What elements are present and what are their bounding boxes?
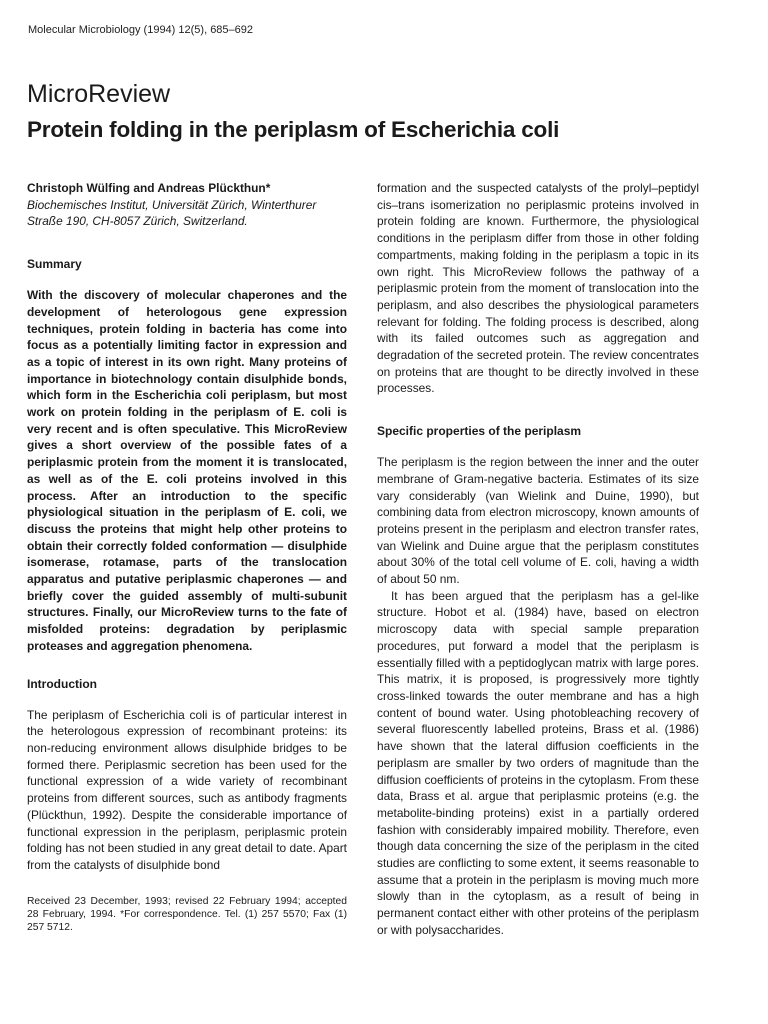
affiliation-line-2: Straße 190, CH-8057 Zürich, Switzerland.	[27, 214, 248, 229]
article-title: Protein folding in the periplasm of Escherichia coli	[27, 117, 560, 142]
introduction-heading: Introduction	[27, 676, 97, 691]
journal-citation: Molecular Microbiology (1994) 12(5), 685–692	[28, 24, 254, 36]
received-footnote: Received 23 December, 1993; revised 22 February 1994; accepted 28 February, 1994. *For correspondence. Tel. (1) 257 5570; Fax (1) 257 5712.	[27, 895, 347, 934]
affiliation-line-1: Biochemisches Institut, Universität Zürich, Winterthurer	[27, 197, 317, 212]
article-type: MicroReview	[27, 80, 171, 108]
periplasm-paragraph-1: The periplasm is the region between the inner and the outer membrane of Gram-negative bacteria. Estimates of its size vary considerably (van Wielink and Duine, 1990), but combining data from electron microscopy, known amounts of proteins present in the periplasm and electron transfer rates, van Wielink and Duine argue that the periplasm constitutes about 30% of the total cell volume of E. coli, having a width of about 50 nm.	[377, 455, 699, 587]
summary-heading: Summary	[27, 257, 82, 272]
introduction-continued: formation and the suspected catalysts of the prolyl–peptidyl cis–trans isomerization no periplasmic proteins involved in protein folding are known. Furthermore, the physiological conditions in the periplasm differ from those in other folding compartments, making folding in the periplasm a topic in its own right. This MicroReview follows the pathway of a periplasmic protein from the moment of translocation into the periplasm, and also describes the physiological parameters relevant for folding. The folding process is described, along with its failed outcomes such as aggregation and degradation of the secreted protein. The review concentrates on proteins that are thought to be directly involved in these processes.	[377, 181, 699, 396]
authors: Christoph Wülfing and Andreas Plückthun*	[27, 181, 271, 195]
introduction-text: The periplasm of Escherichia coli is of particular interest in the heterologous expression of recombinant proteins: its non-reducing environment allows disulphide bridges to be formed there. Periplasmic secretion has been used for the functional expression of a wide variety of recombinant proteins from different sources, such as antibody fragments (Plückthun, 1992). Despite the considerable importance of functional expression in the periplasm, periplasmic protein folding has not been studied in any great detail to date. Apart from the catalysts of disulphide bond	[27, 707, 347, 872]
left-column	[27, 180, 347, 934]
summary-text: With the discovery of molecular chaperones and the development of heterologous gene expression techniques, protein folding in bacteria has come into focus as a potentially limiting factor in expression and as a topic of interest in its own right. Many proteins of importance in biotechnology contain disulphide bonds, which form in the Escherichia coli periplasm, but most work on protein folding in the periplasm of E. coli is very recent and is often speculative. This MicroReview gives a short overview of the possible fates of a periplasmic protein from the moment it is translocated, as well as of the E. coli proteins involved in this process. After an introduction to the specific physiological situation in the periplasm of E. coli, we discuss the proteins that might help other proteins to obtain their correctly folded conformation — disulphide isomerase, rotamase, parts of the translocation apparatus and putative periplasmic chaperones — and briefly cover the guided assembly of multi-subunit structures. Finally, our MicroReview turns to the fate of misfolded proteins: degradation by periplasmic proteases and aggregation phenomena.	[27, 288, 347, 653]
periplasm-heading: Specific properties of the periplasm	[377, 424, 582, 439]
periplasm-paragraph-2: It has been argued that the periplasm has a gel-like structure. Hobot et al. (1984) have, based on electron microscopy data with special sample preparation procedures, put forward a model that the periplasm is essentially filled with a peptidoglycan matrix with large pores. This matrix, it is proposed, is progressively more tightly cross-linked towards the outer membrane and has a high content of bound water. Using photobleaching recovery of several fluorescently labelled proteins, Brass et al. (1986) have shown that the lateral diffusion coefficients in the periplasm are smaller by two orders of magnitude than the diffusion coefficients of proteins in the cytoplasm. From these data, Brass et al. argue that periplasmic proteins (e.g. the metabolite-binding proteins) exist in a partially ordered fashion with considerably impaired mobility. Therefore, even though data concerning the size of the periplasm in the cited studies are conflicting to some extent, it seems reasonable to assume that a protein in the periplasm is moving much more slowly than in the cytoplasm, as a result of being in permanent contact either with other proteins of the periplasm or with polysaccharides.	[377, 588, 699, 937]
right-column	[377, 180, 699, 939]
